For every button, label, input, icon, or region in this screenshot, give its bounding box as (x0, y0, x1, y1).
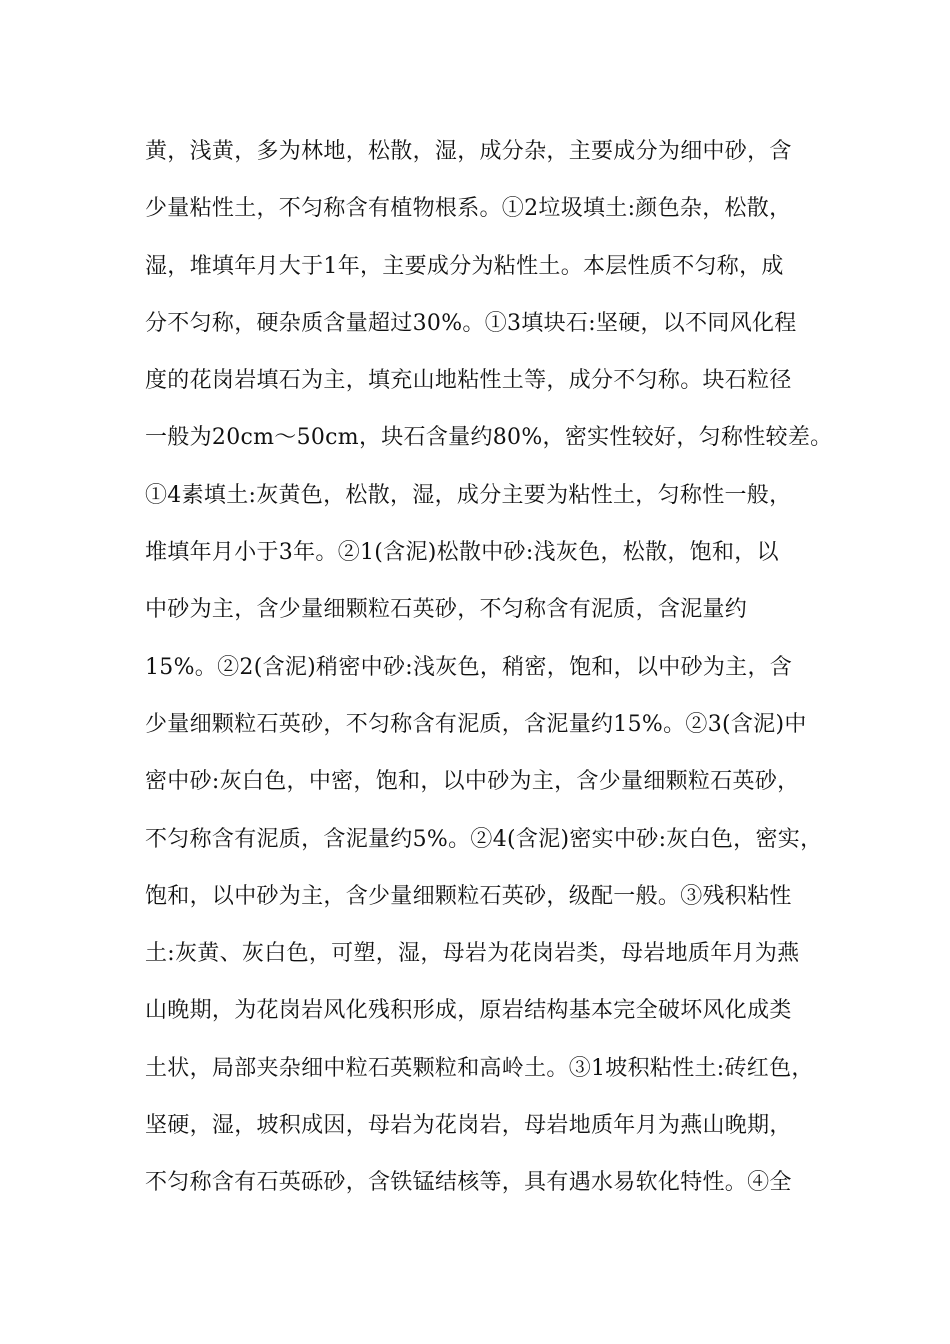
text-line: 饱和，以中砂为主，含少量细颗粒石英砂，级配一般。③残积粘性 (145, 883, 792, 909)
body-text (145, 128, 835, 1217)
text-line: 坚硬，湿，坡积成因，母岩为花岗岩，母岩地质年月为燕山晚期， (145, 1113, 792, 1139)
text-line: 湿，堆填年月大于1年，主要成分为粘性土。本层性质不匀称，成 (145, 253, 784, 279)
text-line: 堆填年月小于3年。②1(含泥)松散中砂:浅灰色，松散，饱和，以 (145, 540, 779, 566)
text-line: 山晚期，为花岗岩风化残积形成，原岩结构基本完全破坏风化成类 (145, 998, 792, 1024)
text-line: 中砂为主，含少量细颗粒石英砂，不匀称含有泥质，含泥量约 (145, 597, 748, 623)
text-line: 少量细颗粒石英砂，不匀称含有泥质，含泥量约15%。②3(含泥)中 (145, 711, 807, 737)
text-line: 不匀称含有石英砾砂，含铁锰结核等，具有遇水易软化特性。④全 (145, 1170, 792, 1196)
text-line: 不匀称含有泥质，含泥量约5%。②4(含泥)密实中砂:灰白色，密实， (145, 826, 823, 852)
text-line: 黄，浅黄，多为林地，松散，湿，成分杂，主要成分为细中砂，含 (145, 139, 792, 164)
text-line: 土:灰黄、灰白色，可塑，湿，母岩为花岗岩类，母岩地质年月为燕 (145, 941, 800, 967)
text-line: 密中砂:灰白色，中密，饱和，以中砂为主，含少量细颗粒石英砂， (145, 769, 800, 795)
text-line: 少量粘性土，不匀称含有植物根系。①2垃圾填土:颜色杂，松散， (145, 196, 792, 222)
text-line: 一般为20cm～50cm，块石含量约80%，密实性较好，匀称性较差。 (145, 425, 833, 451)
text-line: ①4素填土:灰黄色，松散，湿，成分主要为粘性土，匀称性一般， (145, 482, 792, 508)
text-line: 分不匀称，硬杂质含量超过30%。①3填块石:坚硬，以不同风化程 (145, 310, 797, 336)
text-line: 15%。②2(含泥)稍密中砂:浅灰色，稍密，饱和，以中砂为主，含 (145, 654, 793, 680)
text-line: 度的花岗岩填石为主，填充山地粘性土等，成分不匀称。块石粒径 (145, 368, 792, 394)
text-line: 土状，局部夹杂细中粒石英颗粒和高岭土。③1坡积粘性土:砖红色， (145, 1055, 814, 1081)
